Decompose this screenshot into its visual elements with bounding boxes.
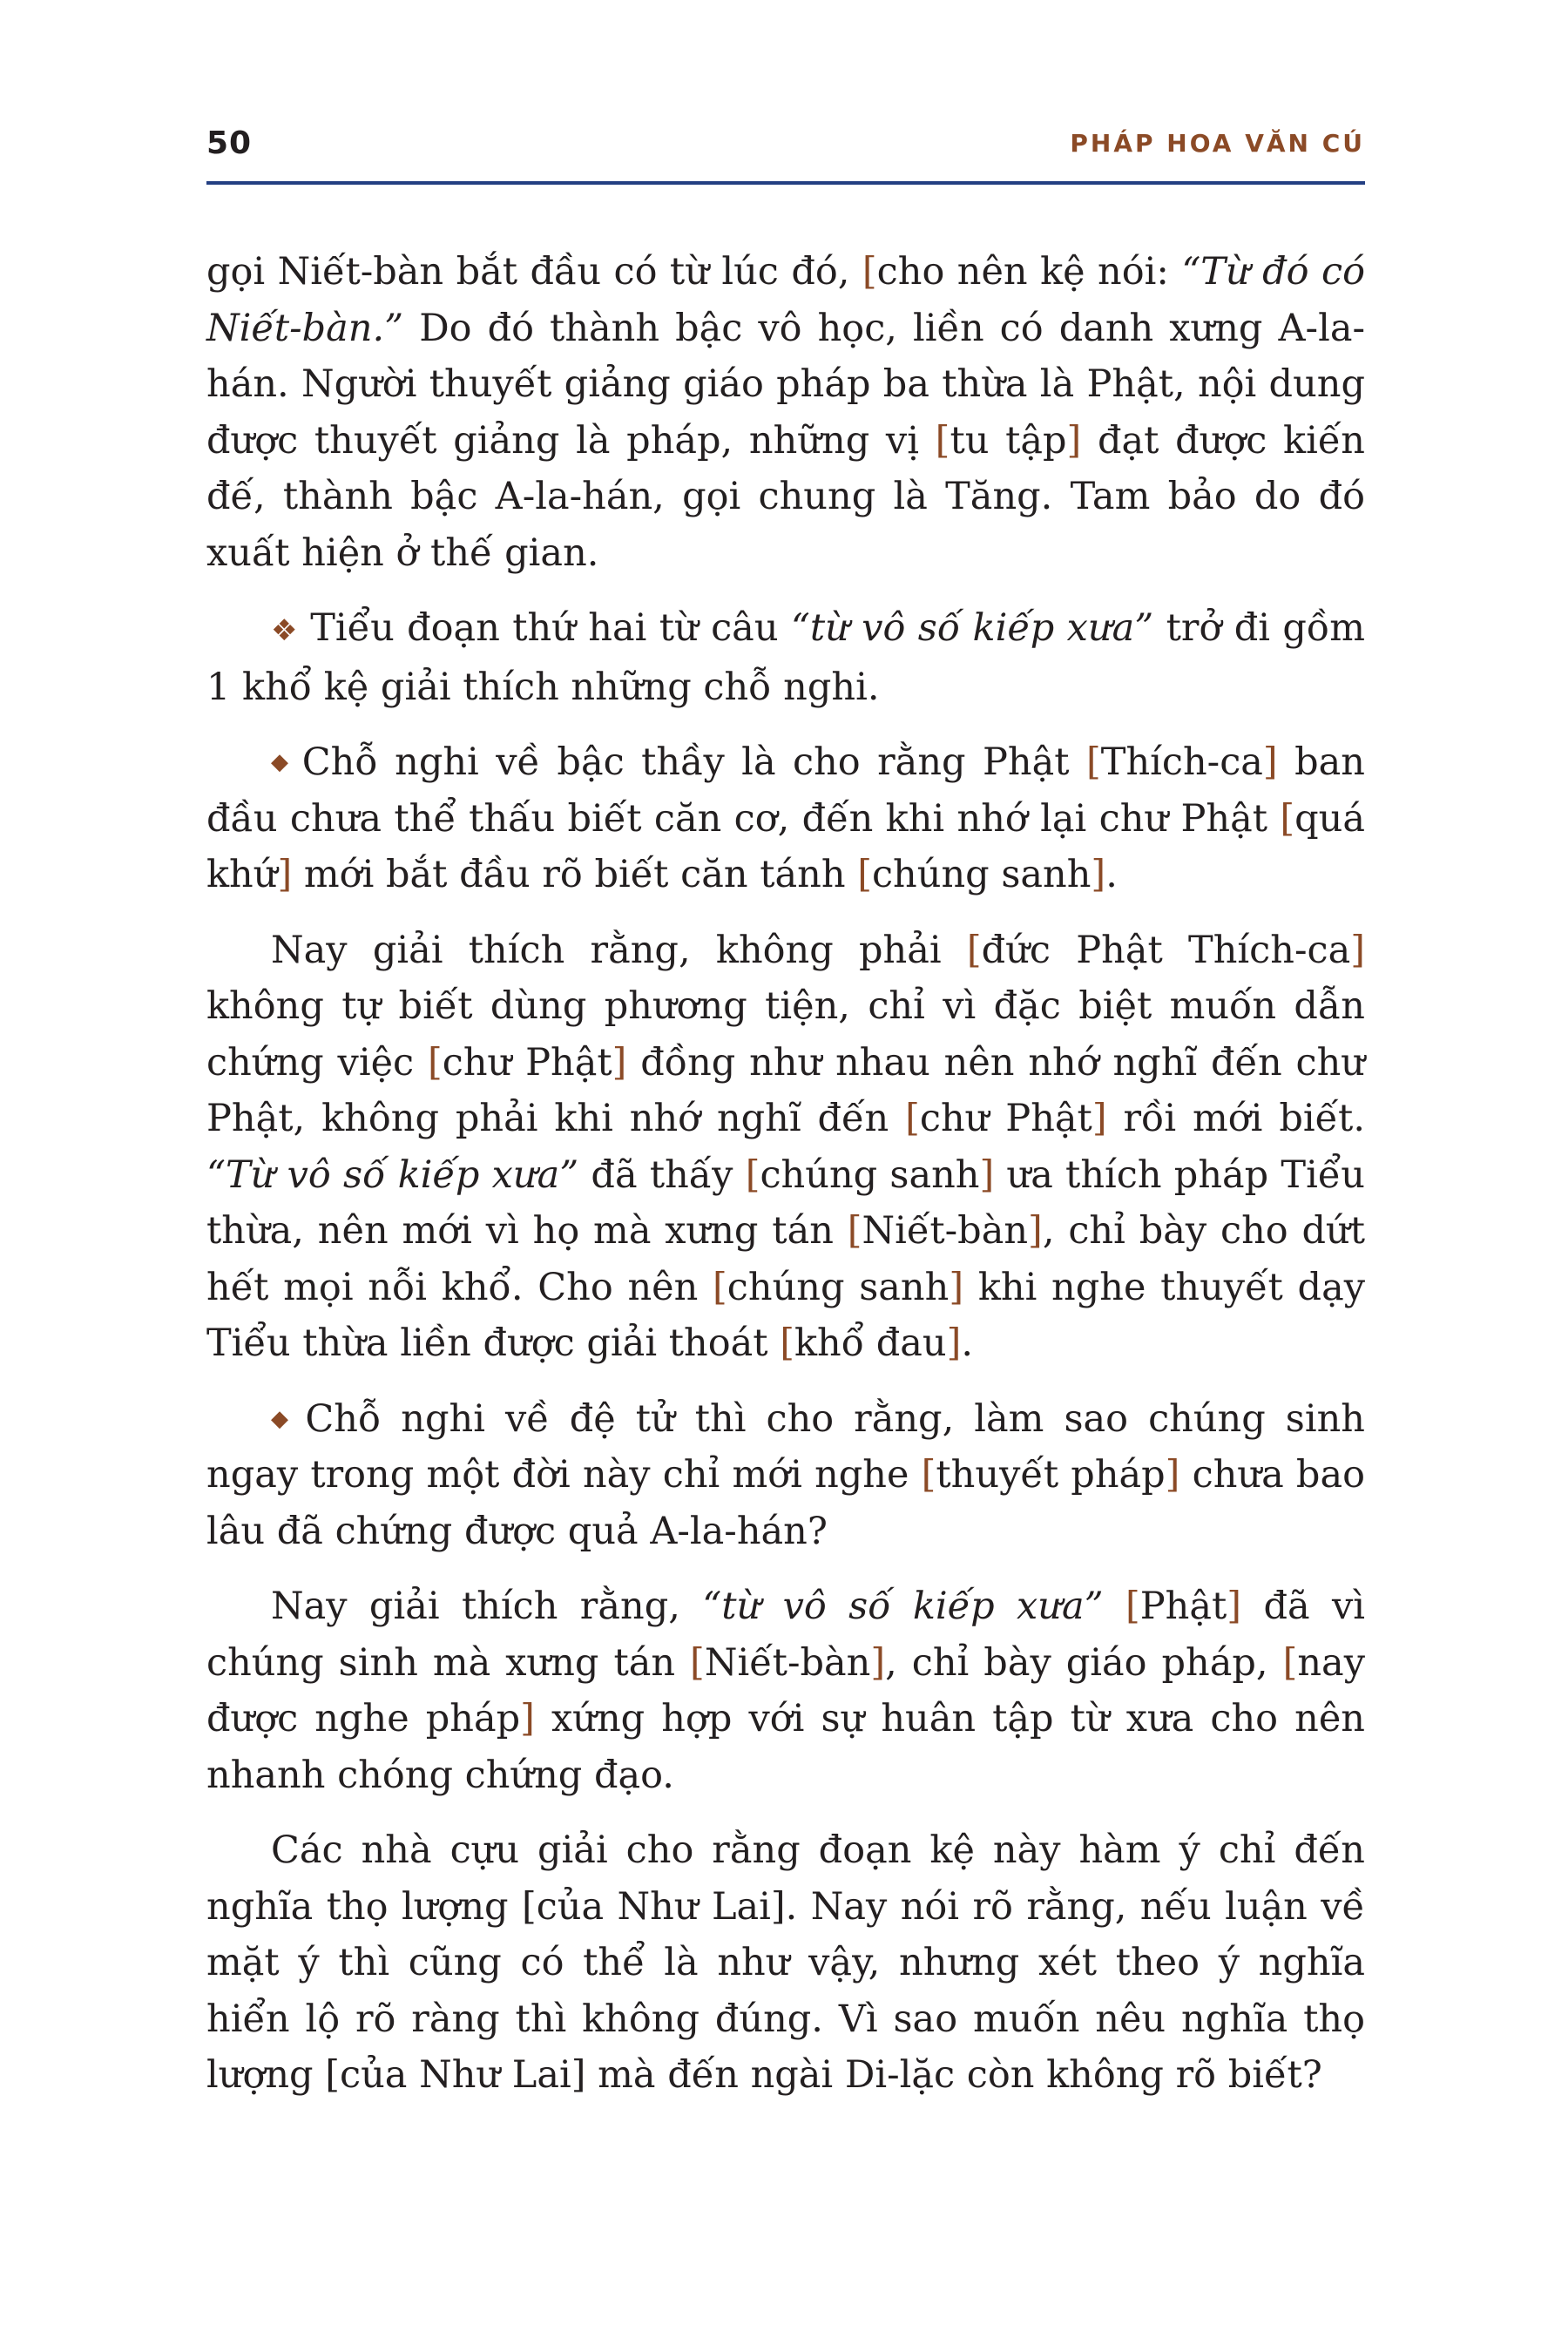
text-run: Tiểu đoạn thứ hai từ câu xyxy=(310,606,791,650)
bracket: ] xyxy=(520,1697,535,1740)
text-run: , chỉ bày giáo pháp, xyxy=(885,1640,1283,1685)
bracket: ] xyxy=(1227,1585,1242,1628)
text-run: Phật xyxy=(1139,1585,1227,1628)
bracket: [ xyxy=(427,1040,443,1085)
bracket: ] xyxy=(277,853,293,896)
page-header xyxy=(206,120,1365,185)
text-run: đã vì chúng sinh mà xưng tán xyxy=(206,1585,1366,1685)
text-run: Chỗ nghi về bậc thầy là cho rằng Phật xyxy=(301,740,1086,784)
text-run: . xyxy=(1105,853,1118,896)
text-run: thuyết pháp xyxy=(936,1453,1166,1497)
text-run: trở đi gồm 1 khổ kệ giải thích những chỗ nghi. xyxy=(206,606,1365,709)
text-run: Nay giải thích rằng, xyxy=(271,1585,703,1628)
bracket: ] xyxy=(949,1265,964,1309)
bracket: [ xyxy=(690,1640,705,1685)
text-run: Niết-bàn xyxy=(862,1209,1029,1253)
bracket: ] xyxy=(1262,740,1278,784)
bracket: [ xyxy=(1282,1640,1298,1685)
page-number: 50 xyxy=(206,125,253,161)
text-run: chư Phật xyxy=(442,1040,612,1085)
quote-italic: “Từ đó có Niết-bàn.” xyxy=(206,250,1365,350)
text-run: mới bắt đầu rõ biết căn tánh xyxy=(292,853,858,896)
bracket: [ xyxy=(857,853,872,896)
bracket: ] xyxy=(1165,1453,1180,1497)
text-run: ban đầu chưa thể thấu biết căn cơ, đến khi nhớ lại chư Phật xyxy=(206,740,1366,841)
text-run: không tự biết dùng phương tiện, chỉ vì đặc biệt muốn dẫn chứng việc xyxy=(206,984,1365,1085)
paragraph-4-explanation xyxy=(206,923,1365,1372)
text-run: khi nghe thuyết dạy Tiểu thừa liền được giải thoát xyxy=(206,1265,1366,1365)
bracket: ] xyxy=(1028,1209,1043,1253)
bracket: ] xyxy=(612,1040,627,1085)
diamond-icon: ◆ xyxy=(271,749,294,775)
text-run: ưa thích pháp Tiểu thừa, nên mới vì họ mà xưng tán xyxy=(206,1152,1365,1253)
four-diamond-icon: ❖ xyxy=(271,613,299,648)
text-run: chư Phật xyxy=(919,1097,1092,1140)
text-run xyxy=(1104,1585,1125,1628)
bracket: [ xyxy=(1085,740,1101,784)
text-run: chúng sanh xyxy=(871,853,1092,896)
bracket: ] xyxy=(1092,1097,1107,1140)
text-run: cho nên kệ nói: xyxy=(876,250,1182,294)
paragraph-5-doubt-disciple xyxy=(206,1391,1365,1560)
text-run: khổ đau xyxy=(794,1321,947,1365)
bracket: [ xyxy=(847,1209,862,1253)
running-title: PHÁP HOA VĂN CÚ xyxy=(1070,129,1365,158)
text-run: Các nhà cựu giải cho rằng đoạn kệ này hàm ý chỉ đến nghĩa thọ lượng [của Như Lai]. Nay nói rõ rằng, nếu luận về mặt ý thì cũng có thể là như vậy, nhưng xét theo ý nghĩa hiển lộ rõ ràng thì không đúng. Vì sao muốn nêu nghĩa thọ lượng [của Như Lai] mà đến ngài Di-lặc còn không rõ biết? xyxy=(206,1828,1365,2097)
paragraph-6-explanation xyxy=(206,1578,1365,1803)
text-run: Niết-bàn xyxy=(704,1640,871,1685)
bracket: [ xyxy=(780,1321,794,1365)
text-run: Do đó thành bậc vô học, liền có danh xưng A-la-hán. Người thuyết giảng giáo pháp ba thừa là Phật, nội dung được thuyết giảng là pháp, những vị xyxy=(206,306,1365,463)
body-text xyxy=(206,244,1365,2123)
text-run: tu tập xyxy=(950,418,1067,463)
text-run: chưa bao lâu đã chứng được quả A-la-hán? xyxy=(206,1453,1365,1553)
text-run: chúng sanh xyxy=(727,1265,950,1309)
bracket: [ xyxy=(1125,1585,1140,1628)
bracket: [ xyxy=(745,1152,760,1197)
text-run: xứng hợp với sự huân tập từ xưa cho nên nhanh chóng chứng đạo. xyxy=(206,1697,1365,1797)
bracket: [ xyxy=(1280,796,1295,841)
text-run: , chỉ bày cho dứt hết mọi nỗi khổ. Cho nên xyxy=(206,1209,1365,1309)
text-run: gọi Niết-bàn bắt đầu có từ lúc đó, xyxy=(206,250,862,294)
quote-italic: “từ vô số kiếp xưa” xyxy=(790,606,1154,650)
text-run: chúng sanh xyxy=(760,1152,980,1197)
text-run: đạt được kiến đế, thành bậc A-la-hán, gọi chung là Tăng. Tam bảo do đó xuất hiện ở thế gian. xyxy=(206,418,1365,575)
bracket: ] xyxy=(1350,928,1365,972)
text-run: nay được nghe pháp xyxy=(206,1640,1365,1740)
paragraph-2-subsection xyxy=(206,600,1365,715)
bracket: [ xyxy=(966,928,982,972)
text-run: rồi mới biết. xyxy=(1106,1097,1366,1140)
bracket: [ xyxy=(862,250,877,294)
bracket: ] xyxy=(1066,418,1082,463)
diamond-icon: ◆ xyxy=(271,1405,297,1432)
quote-italic: “Từ vô số kiếp xưa” xyxy=(206,1152,579,1197)
paragraph-1 xyxy=(206,244,1365,581)
bracket: [ xyxy=(713,1265,727,1309)
text-run: đồng như nhau nên nhớ nghĩ đến chư Phật, không phải khi nhớ nghĩ đến xyxy=(206,1040,1365,1140)
text-run: quá khứ xyxy=(206,796,1365,896)
text-run: đã thấy xyxy=(578,1152,746,1197)
paragraph-7-commentary xyxy=(206,1822,1365,2104)
bracket: [ xyxy=(935,418,950,463)
paragraph-3-doubt-teacher xyxy=(206,734,1365,903)
bracket: ] xyxy=(946,1321,962,1365)
bracket: [ xyxy=(905,1097,920,1140)
bracket: ] xyxy=(870,1640,886,1685)
text-run: Thích-ca xyxy=(1100,740,1263,784)
bracket: [ xyxy=(921,1453,936,1497)
quote-italic: “từ vô số kiếp xưa” xyxy=(702,1585,1104,1628)
text-run: Chỗ nghi về đệ tử thì cho rằng, làm sao chúng sinh ngay trong một đời này chỉ mới nghe xyxy=(206,1396,1365,1497)
bracket: ] xyxy=(1091,853,1106,896)
text-run: đức Phật Thích-ca xyxy=(981,928,1351,972)
text-run: . xyxy=(961,1321,974,1365)
bracket: ] xyxy=(979,1152,995,1197)
text-run: Nay giải thích rằng, không phải xyxy=(271,928,967,972)
